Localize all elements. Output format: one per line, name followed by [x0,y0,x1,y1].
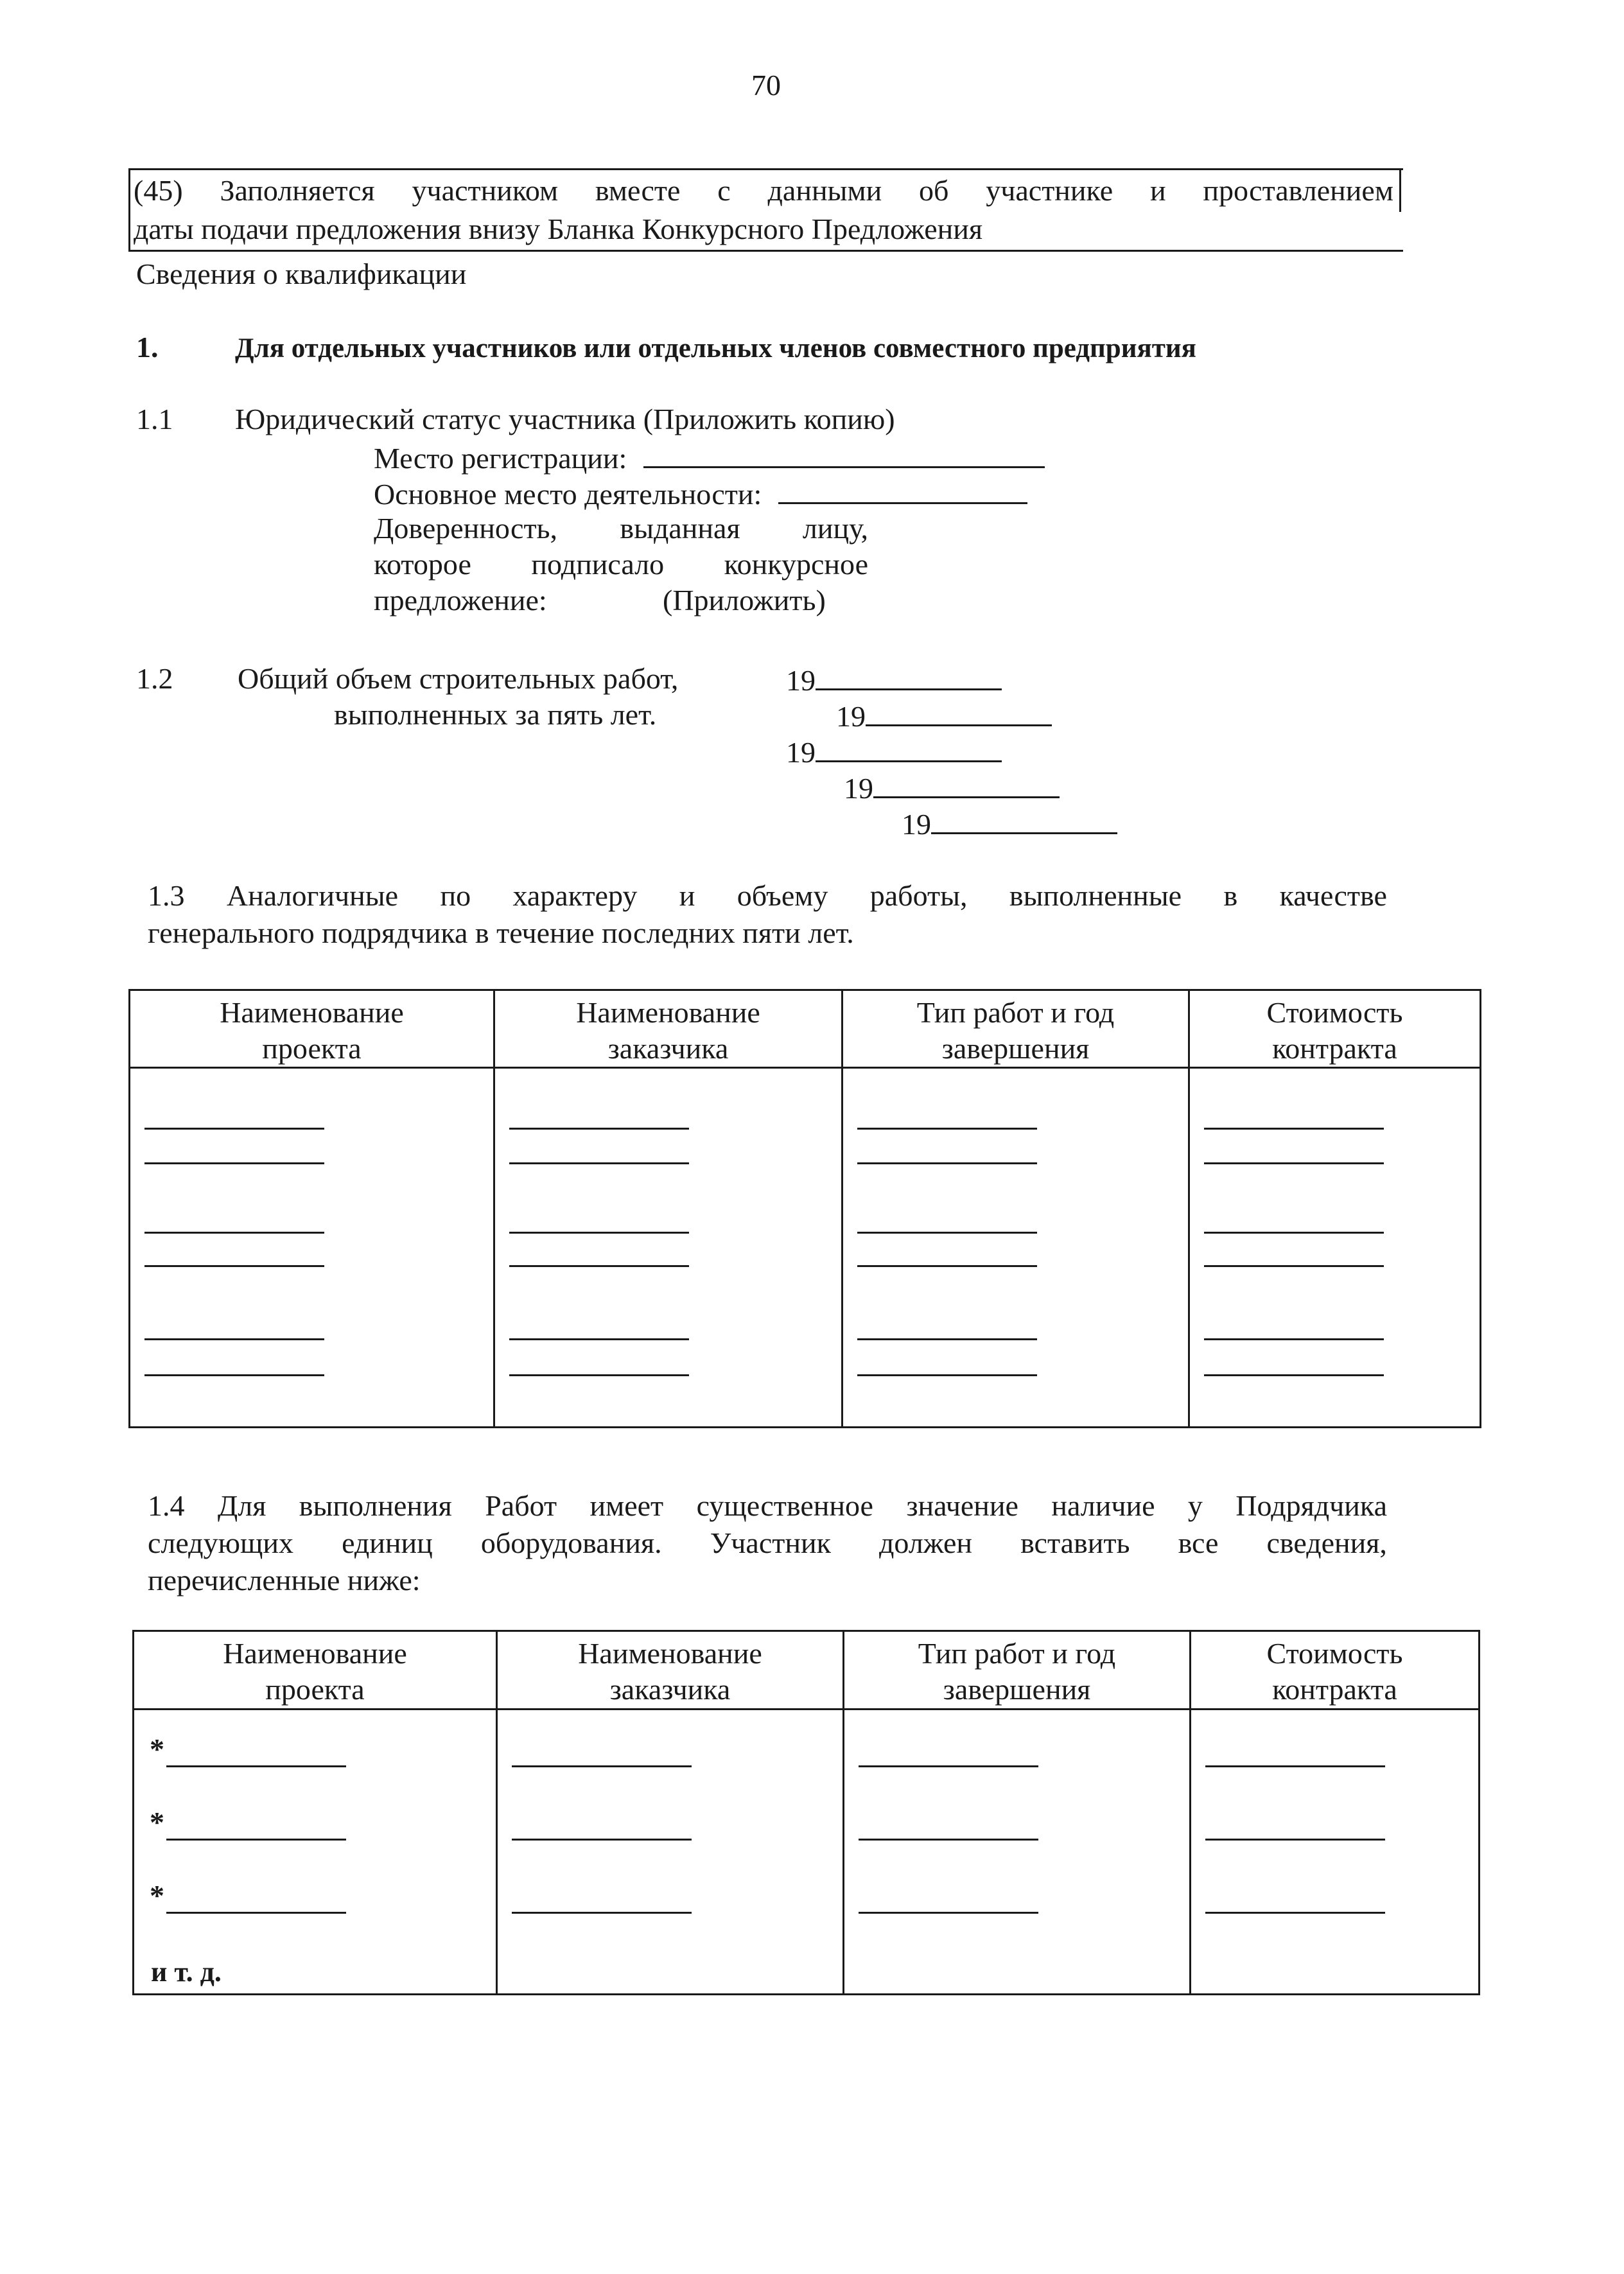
blank-line [509,1374,689,1376]
blank-line [1205,1765,1385,1767]
blank-line [144,1128,324,1130]
year-blank [931,804,1117,834]
word: выданная [620,512,740,545]
s1-3-line-1 [148,877,1387,914]
power-of-attorney-line-1 [374,510,868,547]
blank-line [509,1338,689,1340]
table-cell [843,1068,1189,1428]
word: Аналогичные [226,879,399,912]
word: единиц [342,1526,433,1559]
col-header: Тип работ и год завершения [844,1631,1191,1710]
table-cell [130,1068,494,1428]
word: по [440,879,471,912]
power-of-attorney-line-2 [374,546,868,583]
main-place-row [374,474,1027,513]
blank-line [857,1265,1037,1267]
word: характеру [512,879,638,912]
blank-line [166,1765,346,1767]
word: все [1178,1526,1219,1559]
note-line-2: даты подачи предложения внизу Бланка Конкурсного Предложения [134,213,983,245]
word: конкурсное [724,548,868,581]
word: и [1149,174,1166,207]
main-place-blank [778,474,1027,504]
note-line-1 [134,172,1393,209]
heading-number: 1. [136,331,159,363]
etc-label: и т. д. [151,1956,222,1988]
word: данными [767,174,882,207]
word: существенное [696,1489,873,1522]
col-header: Наименование заказчика [494,990,843,1068]
word: должен [879,1526,972,1559]
blank-line [509,1128,689,1130]
col-header: Стоимость контракта [1191,1631,1480,1710]
s1-2-title: Общий объем строительных работ, [238,662,679,695]
registration-place-blank [643,438,1045,468]
blank-line [512,1765,692,1767]
table-cell [1191,1710,1480,1995]
word: в [1223,879,1238,912]
equipment-table [132,1630,1480,1995]
blank-line [1204,1374,1384,1376]
registration-place-label: Место регистрации: [374,442,627,475]
table-body-row [130,1068,1481,1428]
year-label: 19 [786,664,816,697]
blank-line [144,1265,324,1267]
col-header: Наименование заказчика [497,1631,844,1710]
s1-4-line-2 [148,1525,1387,1562]
blank-line [1204,1232,1384,1234]
table-cell [134,1710,497,1995]
year-row-3 [786,732,1002,771]
blank-line [1205,1912,1385,1914]
blank-line [857,1374,1037,1376]
year-blank [816,660,1002,690]
word: Участник [710,1526,831,1559]
year-blank [866,696,1052,726]
col-header: Наименование проекта [134,1631,497,1710]
word: работы, [869,879,968,912]
s1-1-number: 1.1 [136,403,173,435]
word: сведения, [1266,1526,1387,1559]
word: объему [737,879,828,912]
blank-line [1205,1839,1385,1841]
s1-1-title: Юридический статус участника (Приложить копию) [235,403,895,435]
word: 1.4 [148,1489,185,1522]
blank-line [512,1912,692,1914]
blank-line [509,1232,689,1234]
year-blank [873,768,1060,798]
col-header: Тип работ и год завершения [843,990,1189,1068]
word: участником [412,174,559,207]
table-body-row [134,1710,1480,1995]
word: вставить [1020,1526,1130,1559]
blank-line [1204,1338,1384,1340]
blank-line [857,1128,1037,1130]
year-label: 19 [786,736,816,769]
table-cell [1189,1068,1481,1428]
section-title: Сведения о квалификации [136,258,467,290]
year-row-1 [786,660,1002,699]
word: значение [906,1489,1018,1522]
page-number: 70 [751,69,781,101]
table-cell [844,1710,1191,1995]
word: и [679,879,695,912]
table-header-row [134,1631,1480,1710]
year-row-2 [836,696,1052,735]
note-box-right-edge [1399,168,1401,212]
word: у [1187,1489,1203,1522]
year-label: 19 [836,700,866,733]
s1-4-line-3: перечисленные ниже: [148,1564,421,1596]
word: с [717,174,731,207]
s1-2-subtitle: выполненных за пять лет. [334,698,657,731]
bullet-star: * [150,1806,164,1839]
blank-line [144,1162,324,1164]
table-cell [497,1710,844,1995]
word: Заполняется [220,174,375,207]
year-blank [816,732,1002,762]
projects-table [128,989,1481,1428]
bullet-star: * [150,1733,164,1765]
blank-line [857,1232,1037,1234]
word: следующих [148,1526,293,1559]
year-row-4 [844,768,1060,807]
blank-line [1204,1128,1384,1130]
registration-place-row [374,438,1045,477]
word: лицу, [802,512,868,545]
blank-line [857,1338,1037,1340]
blank-line [859,1912,1038,1914]
table-header-row [130,990,1481,1068]
blank-line [859,1765,1038,1767]
word: участнике [986,174,1113,207]
word: проставлением [1203,174,1393,207]
word: 1.3 [148,879,185,912]
blank-line [512,1839,692,1841]
word: наличие [1051,1489,1155,1522]
word: об [919,174,949,207]
s1-3-line-2: генерального подрядчика в течение последних пяти лет. [148,916,854,949]
blank-line [1204,1162,1384,1164]
year-row-5 [902,804,1117,843]
blank-line [857,1162,1037,1164]
attach-note: (Приложить) [663,584,826,617]
year-label: 19 [902,808,931,841]
blank-line [144,1338,324,1340]
word: Работ [485,1489,557,1522]
s1-4-line-1 [148,1487,1387,1525]
blank-line [509,1265,689,1267]
heading-text: Для отдельных участников или отдельных членов совместного предприятия [235,333,1196,363]
col-header: Наименование проекта [130,990,494,1068]
word: подписало [531,548,665,581]
blank-line [144,1232,324,1234]
blank-line [509,1162,689,1164]
bullet-star: * [150,1879,164,1912]
main-place-label: Основное место деятельности: [374,478,762,511]
blank-line [166,1839,346,1841]
word: Для [217,1489,266,1522]
col-header: Стоимость контракта [1189,990,1481,1068]
word: имеет [589,1489,664,1522]
blank-line [144,1374,324,1376]
blank-line [859,1839,1038,1841]
word: вместе [595,174,681,207]
word: оборудования. [480,1526,662,1559]
word: Подрядчика [1235,1489,1387,1522]
word: выполнения [299,1489,452,1522]
word: качестве [1279,879,1387,912]
blank-line [166,1912,346,1914]
word: выполненные [1009,879,1182,912]
word: Доверенность, [374,512,558,545]
blank-line [1204,1265,1384,1267]
power-of-attorney-label: предложение: [374,584,547,617]
word: которое [374,548,471,581]
s1-2-number: 1.2 [136,662,173,695]
table-cell [494,1068,843,1428]
year-label: 19 [844,772,873,805]
word: (45) [134,174,183,207]
